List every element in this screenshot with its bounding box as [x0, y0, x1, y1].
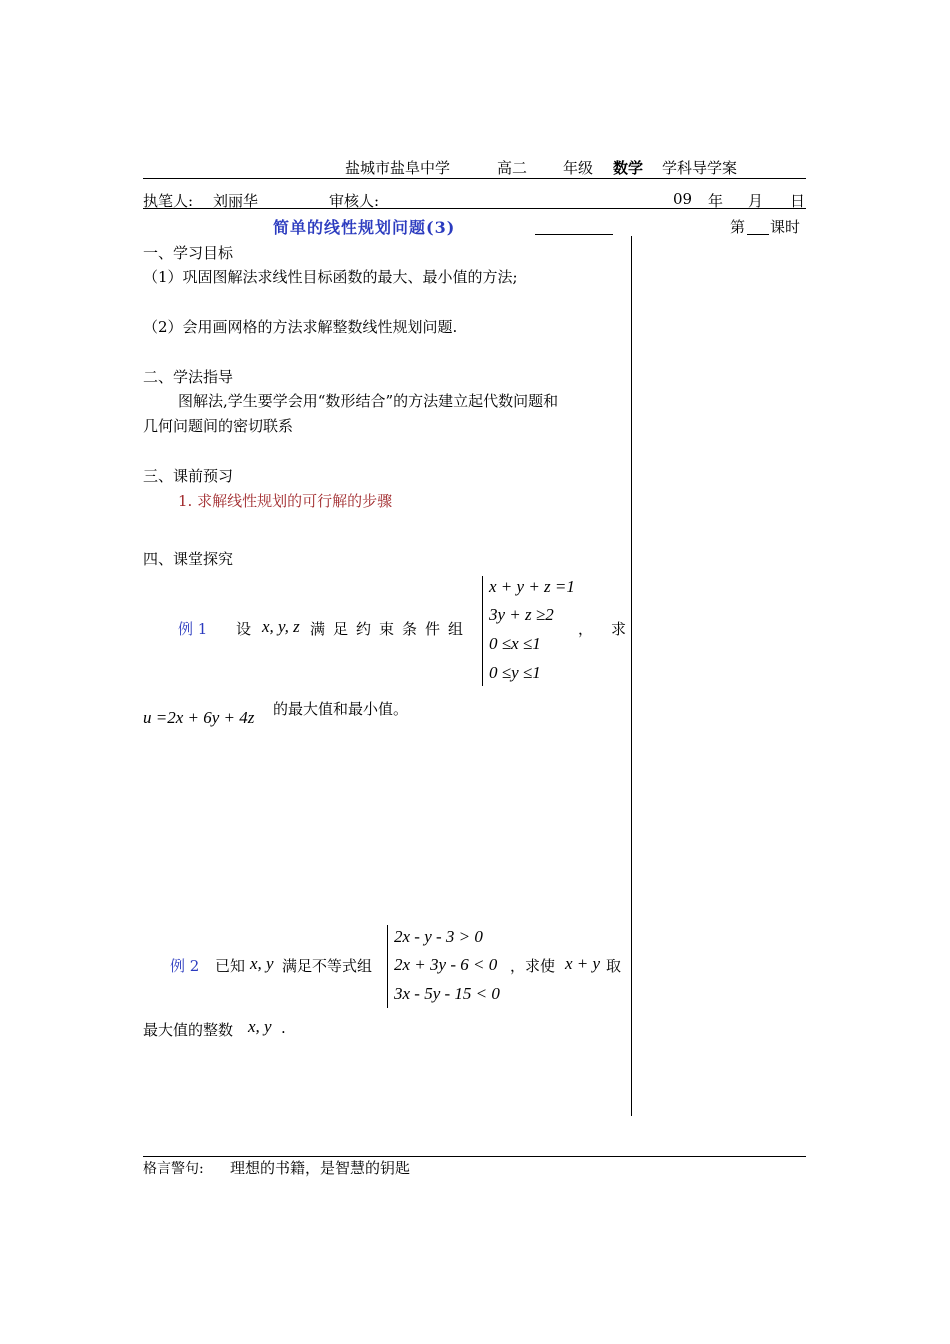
- doc-type: 学科导学案: [662, 159, 738, 177]
- example2-text-end: 取: [606, 957, 622, 975]
- example1-constraint-2: 3y + z ≥2: [489, 605, 554, 624]
- lesson-blank: [747, 234, 769, 235]
- example2-label: 例 2: [170, 957, 200, 975]
- date-day-label: 日: [790, 192, 806, 210]
- example2-constraint-1: 2x - y - 3 > 0: [394, 927, 483, 946]
- preview-heading: 三、课前预习: [143, 467, 234, 485]
- goals-heading: 一、学习目标: [143, 244, 234, 262]
- column-divider: [631, 236, 632, 1116]
- title-blank: [535, 234, 613, 235]
- method-line-2: 几何问题间的密切联系: [143, 417, 294, 435]
- goal-1: （1）巩固图解法求线性目标函数的最大、最小值的方法;: [143, 268, 518, 286]
- subject: 数学: [613, 159, 644, 177]
- date-year-label: 年: [708, 192, 724, 210]
- header-rule-top: [143, 178, 806, 179]
- motto-text: 理想的书籍，是智慧的钥匙: [230, 1159, 411, 1177]
- preview-item-1: 1. 求解线性规划的可行解的步骤: [178, 492, 393, 510]
- example1-text-before: 设: [236, 620, 252, 638]
- lesson-prefix: 第: [730, 218, 746, 236]
- example2-brace: [387, 925, 388, 1008]
- example1-brace: [482, 576, 483, 686]
- example1-text-mid: 满足约束条件组: [310, 620, 472, 638]
- example2-text-before: 已知: [215, 957, 246, 975]
- example2-vars: x, y: [250, 954, 274, 973]
- example1-objective: u =2x + 6y + 4z: [143, 708, 255, 727]
- example1-text-after: ，求: [578, 620, 645, 638]
- method-line-1: 图解法,学生要学会用“数形结合”的方法建立起代数问题和: [178, 392, 559, 410]
- example1-vars: x, y, z: [262, 617, 300, 636]
- motto-label: 格言警句:: [143, 1161, 204, 1177]
- grade-suffix: 年级: [563, 159, 594, 177]
- date-year: 09: [673, 190, 693, 208]
- example2-constraint-3: 3x - 5y - 15 < 0: [394, 984, 500, 1003]
- example1-constraint-1: x + y + z =1: [489, 577, 575, 596]
- method-heading: 二、学法指导: [143, 368, 234, 386]
- school-name: 盐城市盐阜中学: [345, 159, 451, 177]
- page-title: 简单的线性规划问题(3): [273, 218, 456, 237]
- example1-tail: 的最大值和最小值。: [273, 700, 409, 718]
- lesson-suffix: 课时: [770, 218, 801, 236]
- example2-line2-vars: x, y: [248, 1017, 272, 1036]
- example2-text-mid: 满足不等式组: [282, 957, 373, 975]
- header-rule-bottom: [143, 208, 806, 209]
- example2-text-after: ，求使: [510, 957, 556, 975]
- explore-heading: 四、课堂探究: [143, 550, 234, 568]
- example1-constraint-3: 0 ≤x ≤1: [489, 634, 541, 653]
- example2-line2-end: .: [281, 1019, 286, 1037]
- date-month-label: 月: [748, 192, 764, 210]
- example1-label: 例 1: [178, 620, 208, 638]
- goal-2: （2）会用画网格的方法求解整数线性规划问题.: [143, 318, 458, 336]
- grade: 高二: [497, 159, 528, 177]
- example2-target: x + y: [565, 954, 601, 973]
- example1-constraint-4: 0 ≤y ≤1: [489, 663, 541, 682]
- example2-constraint-2: 2x + 3y - 6 < 0: [394, 955, 498, 974]
- example2-line2-prefix: 最大值的整数: [143, 1021, 234, 1039]
- author-name: 刘丽华: [213, 192, 259, 210]
- author-label: 执笔人:: [143, 192, 194, 210]
- reviewer-label: 审核人:: [329, 192, 380, 210]
